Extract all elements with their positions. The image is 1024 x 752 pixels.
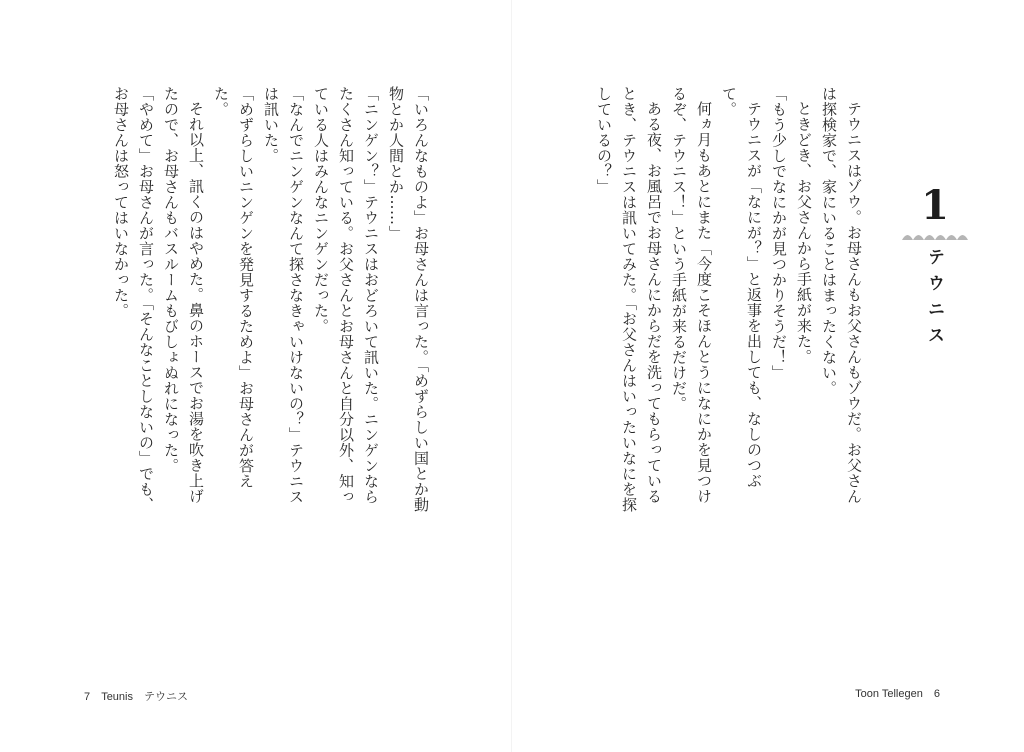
page-number: 6 [933,688,940,700]
wave-ornament-icon [902,228,968,240]
running-title-jp: テウニス [144,691,189,703]
paragraph: テウニスが「なにが？」と返事を出しても、なしのつぶて。 [720,86,763,489]
page-number: 7 [84,691,91,703]
paragraph: 「もう少しでなにかが見つかりそうだ！」 [770,86,788,381]
author-name: Toon Tellegen [855,688,923,700]
running-title-latin: Teunis [101,691,133,703]
paragraph: 「いろんなものよ」お母さんは言った。「めずらしい国とか動物とか人間とか……」 [387,86,430,513]
left-folio [80,688,192,704]
paragraph: ときどき、お父さんから手紙が来た。 [795,101,813,365]
chapter-number: 1 [921,182,949,229]
right-page-body [591,86,866,516]
paragraph: 「なんでニンゲンなんて探さなきゃいけないの？」テウニスは訊いた。 [262,86,305,505]
paragraph: 「やめて」お母さんが言った。「そんなことしないの」でも、お母さんは怒ってはいなかった。 [112,86,155,513]
paragraph: 「ニンゲン？」テウニスはおどろいて訊いた。ニンゲンならたくさん知っている。お父さんとお母さんと自分以外、知っている人はみんなニンゲンだった。 [312,86,380,505]
left-page-body [108,86,433,516]
paragraph: テウニスはゾウ。お母さんもお父さんもゾウだ。お父さんは探検家で、家にいることはまったくない。 [820,86,863,504]
right-folio [851,688,944,700]
paragraph: 何ヵ月もあとにまた「今度こそほんとうになにかを見つけるぞ、テウニス！」という手紙が来るだけだ。 [670,86,713,504]
chapter-title: テウニス [924,248,944,352]
paragraph: それ以上、訊くのはやめた。鼻のホースでお湯を吹き上げたので、お母さんもバスルームもびしょぬれになった。 [162,86,205,504]
paragraph: ある夜、お風呂でお母さんにからだを洗ってもらっているとき、テウニスは訊いてみた。「お父さんはいったいなにを探しているの？」 [595,86,663,513]
paragraph: 「めずらしいニンゲンを発見するためよ」お母さんが答えた。 [212,86,255,489]
